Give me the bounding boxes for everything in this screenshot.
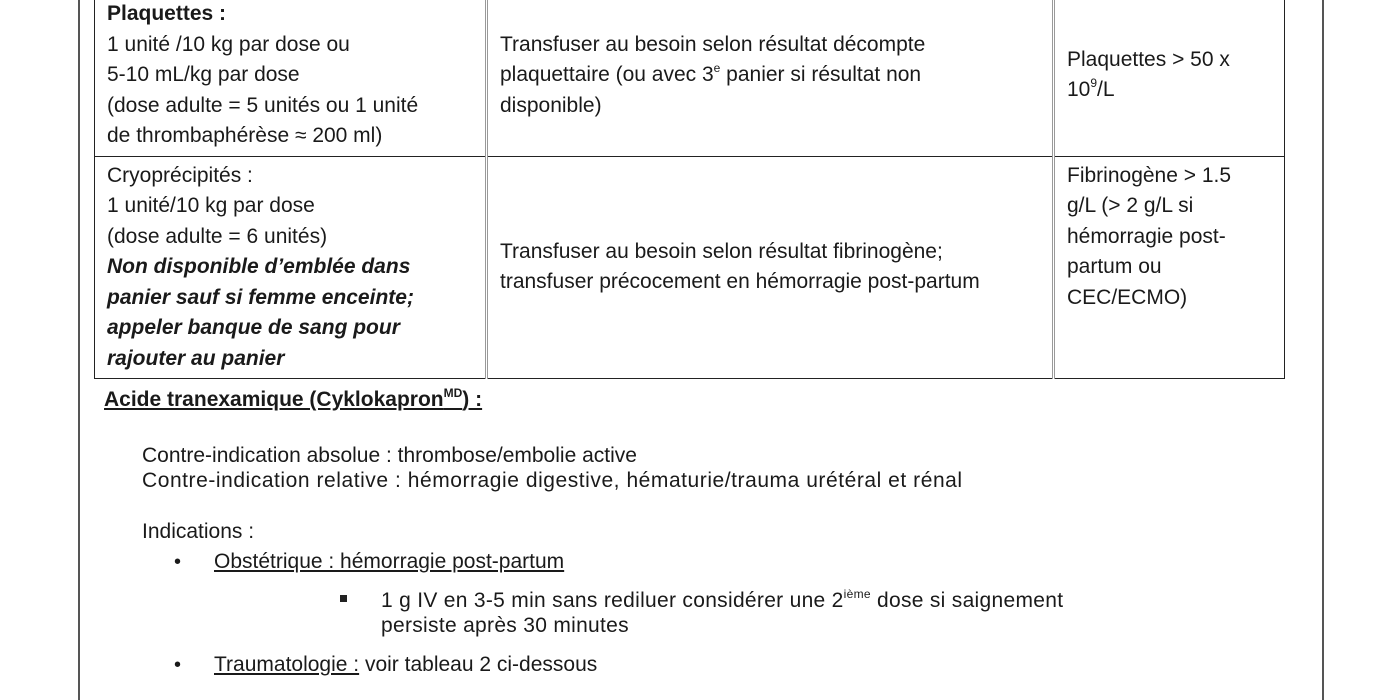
cryo-dose-line: (dose adulte = 6 unités) [107,224,328,248]
platelets-dose-line: de thrombaphérèse ≈ 200 ml) [107,124,383,147]
blood-products-table [94,0,1285,379]
cryo-target-line: hémorragie post- [1067,224,1226,248]
text-fragment: 1 g IV en 3-5 min sans rediluer considérer une 2 [381,589,844,612]
obstetric-dose-line: persiste après 30 minutes [381,614,629,637]
text-fragment: Acide tranexamique (Cyklokapron [104,388,444,411]
cryo-target-cell [1054,156,1285,379]
text-fragment: /L [1097,78,1115,102]
cryo-warning-line: panier sauf si femme enceinte; [107,285,414,309]
cryo-warning-line: rajouter au panier [107,346,285,370]
square-bullet-icon [340,595,347,602]
obstetric-indication: Obstétrique : hémorragie post-partum [214,550,565,573]
trauma-label: Traumatologie : [214,653,360,676]
cryo-indication-line: transfuser précocement en hémorragie post-partum [500,270,980,294]
cryo-warning-line: Non disponible d’emblée dans [107,255,411,278]
table-row [95,0,1285,156]
superscript: 9 [1090,76,1098,91]
section-title [104,388,482,412]
text-fragment: dose si saignement [870,589,1064,612]
platelets-dose-line: (dose adulte = 5 unités ou 1 unité [107,93,419,117]
superscript: ième [843,587,871,601]
bullet-icon: • [174,654,182,676]
platelets-indication-line: Transfuser au besoin selon résultat décompte [500,32,926,56]
cryo-target-line: CEC/ECMO) [1067,285,1188,309]
text-fragment: plaquettaire (ou avec 3 [500,63,714,86]
platelets-dose-cell [95,0,487,156]
cryo-indication-cell [487,156,1054,379]
obstetric-dose-line [381,589,1063,613]
cryo-warning-line: appeler banque de sang pour [107,316,400,339]
platelets-indication-line [500,60,1042,91]
platelets-dose-line: 1 unité /10 kg par dose ou [107,32,350,56]
platelets-indication-line: disponible) [500,93,602,117]
text-fragment: panier si résultat non [720,63,922,86]
contraindication-absolute: Contre-indication absolue : thrombose/embolie active [142,444,637,467]
superscript: MD [443,386,463,400]
platelets-header: Plaquettes : [107,2,227,25]
cryo-target-line: Fibrinogène > 1.5 [1067,163,1232,187]
text-fragment: ) : [462,388,483,411]
platelets-indication-cell [487,0,1054,156]
platelets-target-cell [1054,0,1285,156]
indications-label: Indications : [142,520,255,543]
contraindication-relative: Contre-indication relative : hémorragie digestive, hématurie/trauma urétéral et rénal [142,469,963,492]
trauma-indication [214,653,597,677]
page-border-right [1322,0,1324,700]
page-border-left [78,0,80,700]
cryo-target-line: g/L (> 2 g/L si [1067,194,1194,217]
bullet-icon: • [174,551,182,573]
superscript: e [713,61,721,75]
cryo-indication-line: Transfuser au besoin selon résultat fibrinogène; [500,239,943,263]
cryo-dose-line: Cryoprécipités : [107,163,253,187]
text-fragment: 10 [1067,78,1091,102]
cryo-dose-cell [95,156,487,379]
platelets-target-line [1067,75,1274,106]
cryo-dose-line: 1 unité/10 kg par dose [107,194,315,217]
platelets-target-line: Plaquettes > 50 x [1067,47,1230,71]
cryo-target-line: partum ou [1067,255,1162,278]
table-row [95,156,1285,379]
platelets-dose-line: 5-10 mL/kg par dose [107,63,300,86]
trauma-text: voir tableau 2 ci-dessous [359,653,598,676]
